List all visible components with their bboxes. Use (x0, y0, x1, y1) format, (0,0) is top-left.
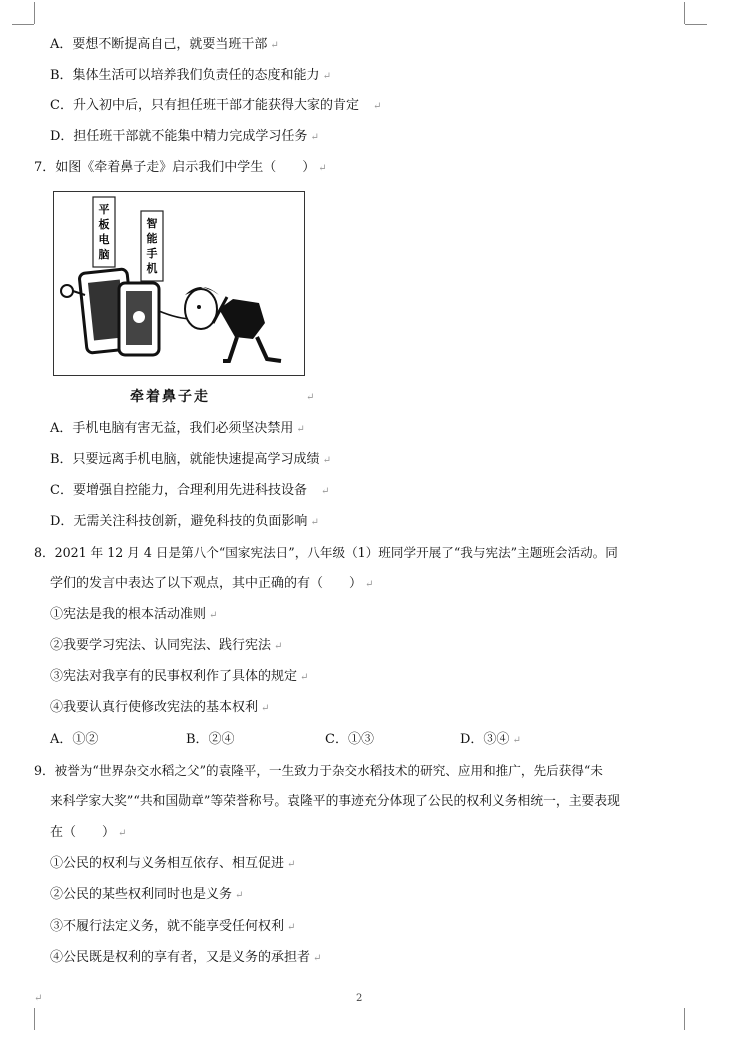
paragraph-mark-icon: ↵ (209, 610, 218, 621)
paragraph-mark-icon: ↵ (372, 101, 382, 112)
paragraph-mark-icon: ↵ (274, 641, 283, 652)
paragraph-mark-icon: ↵ (313, 953, 322, 964)
phone-label-char: 手 (146, 247, 158, 260)
q8-option-a: A．①② (50, 732, 99, 747)
q7-option-d: D．无需关注科技创新，避免科技的负面影响 ↵ (50, 514, 319, 529)
paragraph-mark-icon: ↵ (296, 424, 305, 435)
paragraph-mark-icon: ↵ (235, 890, 244, 901)
q6-option-b: B．集体生活可以培养我们负责任的态度和能力 ↵ (50, 68, 331, 83)
q7-option-c: C．要增强自控能力，合理利用先进科技设备 ↵ (50, 483, 330, 498)
q8-option-d: D．③④ ↵ (460, 732, 521, 747)
phone-label-char: 机 (146, 262, 158, 275)
q8-stem-line2: 学们的发言中表达了以下观点，其中正确的有（ ） ↵ (50, 576, 374, 591)
q8-statement-3: ③宪法对我享有的民事权利作了具体的规定 ↵ (50, 669, 309, 684)
crop-mark-top-right-h (685, 24, 707, 25)
paragraph-mark-icon: ↵ (322, 455, 331, 466)
q8-stem-line1: 8．2021 年 12 月 4 日是第八个“国家宪法日”，八年级（1）班同学开展了“我与宪法”主题班会活动。同 (34, 545, 618, 560)
q7-option-a: A．手机电脑有害无益，我们必须坚决禁用 ↵ (50, 421, 305, 436)
tablet-label-char: 平 (98, 203, 110, 216)
paragraph-mark-icon: ↵ (512, 735, 521, 746)
paragraph-mark-icon: ↵ (306, 392, 315, 403)
q8-statement-4: ④我要认真行使修改宪法的基本权利 ↵ (50, 700, 270, 715)
q9-stem-line3: 在（ ） ↵ (50, 825, 127, 840)
paragraph-mark-icon: ↵ (310, 517, 319, 528)
q6-option-a: A．要想不断提高自己，就要当班干部 ↵ (50, 37, 279, 52)
crop-mark-bottom-left (34, 1008, 35, 1030)
q8-option-c: C．①③ (325, 732, 374, 747)
cartoon-caption: 牵着鼻子走 (130, 389, 210, 405)
q9-statement-3: ③不履行法定义务，就不能享受任何权利 ↵ (50, 919, 296, 934)
paragraph-mark-icon: ↵ (318, 163, 327, 174)
q9-statement-2: ②公民的某些权利同时也是义务 ↵ (50, 887, 244, 902)
phone-label-char: 能 (146, 232, 158, 245)
q8-statement-2: ②我要学习宪法、认同宪法、践行宪法 ↵ (50, 638, 283, 653)
q8-option-b: B．②④ (186, 732, 235, 747)
q9-statement-4: ④公民既是权利的享有者，又是义务的承担者 ↵ (50, 950, 322, 965)
paragraph-mark-icon: ↵ (270, 40, 279, 51)
q7-option-b: B．只要远离手机电脑，就能快速提高学习成绩 ↵ (50, 452, 331, 467)
paragraph-mark-icon: ↵ (310, 132, 319, 143)
page-number: 2 (356, 993, 363, 1004)
q9-stem-line2: 来科学家大奖”“共和国勋章”等荣誉称号。袁隆平的事迹充分体现了公民的权利义务相统一，主要表现 (50, 794, 620, 809)
crop-mark-top-left-h (12, 24, 34, 25)
paragraph-mark-icon: ↵ (287, 922, 296, 933)
q8-statement-1: ①宪法是我的根本活动准则 ↵ (50, 607, 218, 622)
phone-label-char: 智 (146, 217, 158, 230)
student-figure (185, 289, 217, 329)
paragraph-mark-icon: ↵ (320, 486, 330, 497)
paragraph-mark-icon: ↵ (34, 993, 43, 1004)
paragraph-mark-icon: ↵ (287, 859, 296, 870)
tablet-label-char: 脑 (98, 248, 110, 261)
paragraph-mark-icon: ↵ (365, 579, 374, 590)
crop-mark-top-left (34, 2, 35, 24)
paragraph-mark-icon: ↵ (300, 672, 309, 683)
q6-option-d: D．担任班干部就不能集中精力完成学习任务 ↵ (50, 129, 319, 144)
tablet-label-char: 板 (98, 218, 110, 231)
cartoon-image (53, 191, 305, 376)
q6-option-c: C．升入初中后，只有担任班干部才能获得大家的肯定 ↵ (50, 98, 382, 113)
paragraph-mark-icon: ↵ (261, 703, 270, 714)
crop-mark-bottom-right (684, 1008, 685, 1030)
q9-statement-1: ①公民的权利与义务相互依存、相互促进 ↵ (50, 856, 296, 871)
paragraph-mark-icon: ↵ (118, 828, 127, 839)
paragraph-mark-icon: ↵ (322, 71, 331, 82)
tablet-label-char: 电 (98, 233, 110, 246)
q7-stem: 7．如图《牵着鼻子走》启示我们中学生（ ） ↵ (34, 160, 327, 175)
crop-mark-top-right (684, 2, 685, 24)
q9-stem-line1: 9．被誉为“世界杂交水稻之父”的袁隆平，一生致力于杂交水稻技术的研究、应用和推广，先后获得“未 (34, 763, 603, 778)
